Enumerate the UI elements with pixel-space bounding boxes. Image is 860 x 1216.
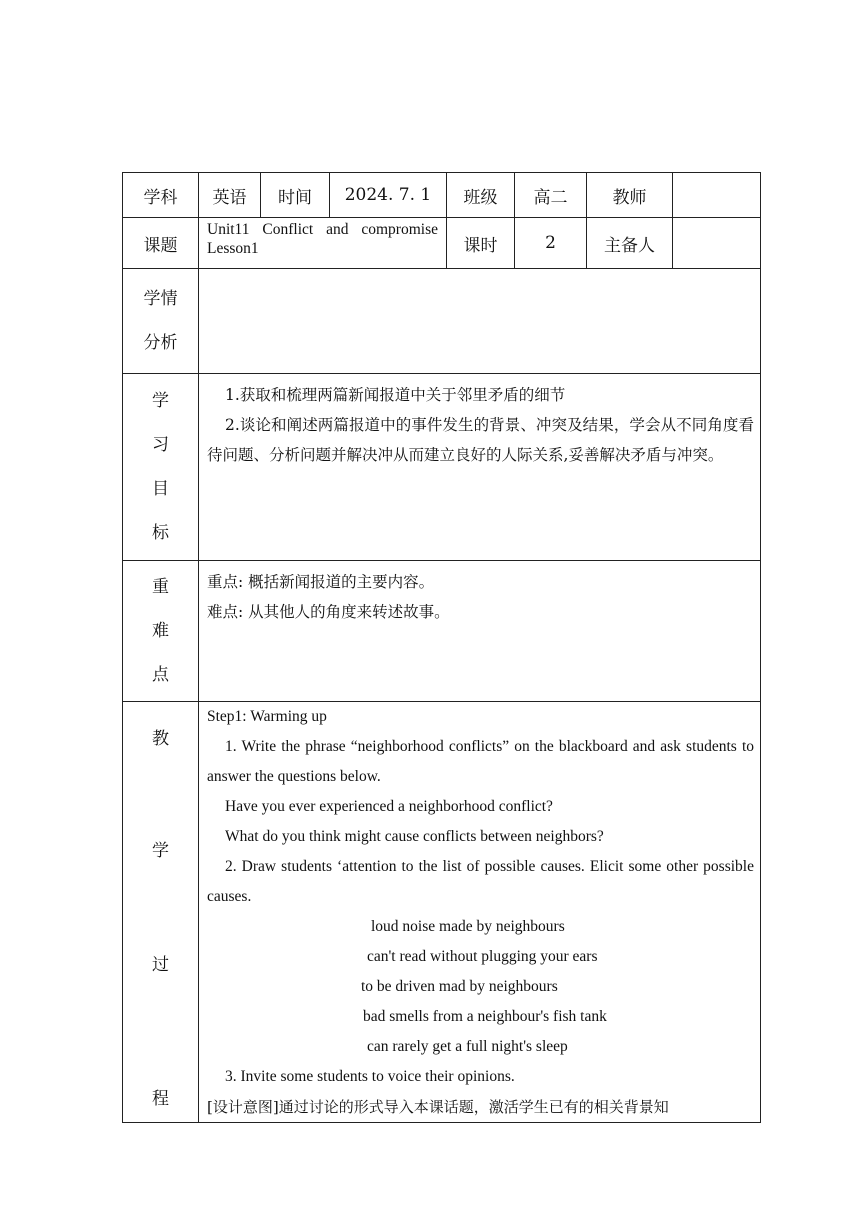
cause-item: bad smells from a neighbour's fish tank [363,1008,607,1025]
design-intent: [设计意图]通过讨论的形式导入本课话题，激活学生已有的相关背景知 [207,1098,669,1116]
question-2: What do you think might cause conflicts between neighbors? [225,828,604,845]
lesson-plan-sheet [122,172,760,1123]
process-row [123,702,761,1123]
goals-label-char: 标 [152,523,169,543]
topic-value [199,218,447,269]
step-title: Step1: Warming up [207,708,327,725]
class-label: 班级 [447,173,515,218]
goals-label-char: 习 [152,435,169,455]
preparer-label: 主备人 [587,218,673,269]
key-points-label-char: 难 [152,621,169,641]
key-points-label-char: 点 [152,665,169,685]
analysis-row [123,269,761,374]
preparer-value [673,218,761,269]
period-value: 2 [515,218,587,269]
process-label-char: 过 [152,955,169,975]
key-points-label-char: 重 [152,577,169,597]
process-label-column [123,702,198,1122]
lesson-plan-table [122,172,761,1123]
goals-label [123,374,199,561]
topic-row [123,218,761,269]
question-1: Have you ever experienced a neighborhood conflict? [225,798,553,815]
topic-label: 课题 [123,218,199,269]
goal-item: 1.获取和梳理两篇新闻报道中关于邻里矛盾的细节 [225,386,566,404]
key-points-content [199,561,761,702]
teacher-value [673,173,761,218]
process-content [199,702,761,1123]
process-label-char: 教 [152,729,169,749]
process-label-char: 学 [152,841,169,861]
goal-item: 2.谈论和阐述两篇报道中的事件发生的背景、冲突及结果，学会从不同角度看待问题、分析问题并解决冲从而建立良好的人际关系,妥善解决矛盾与冲突。 [207,416,754,464]
process-item-3: 3. Invite some students to voice their opinions. [225,1068,515,1085]
cause-item: loud noise made by neighbours [371,918,565,935]
analysis-content [199,269,761,374]
topic-line-2: Lesson1 [207,240,259,257]
class-value: 高二 [515,173,587,218]
process-label-char: 程 [152,1089,169,1109]
key-points-row [123,561,761,702]
goals-label-char: 目 [152,479,169,499]
process-label [123,702,199,1123]
analysis-label-line-2: 分析 [143,333,178,353]
analysis-label [123,269,199,374]
key-point-focus: 重点: 概括新闻报道的主要内容。 [207,573,435,591]
goals-content [199,374,761,561]
goals-row [123,374,761,561]
key-points-label [123,561,199,702]
cause-item: can rarely get a full night's sleep [367,1038,568,1055]
topic-line-1: Unit11 Conflict and compromise [207,221,438,238]
time-label: 时间 [261,173,330,218]
header-row [123,173,761,218]
process-item-1: 1. Write the phrase “neighborhood conflicts” on the blackboard and ask students to answer the questions below. [207,738,754,785]
subject-value: 英语 [199,173,261,218]
period-label: 课时 [447,218,515,269]
cause-item: can't read without plugging your ears [367,948,598,965]
analysis-label-line-1: 学情 [143,289,178,309]
teacher-label: 教师 [587,173,673,218]
cause-item: to be driven mad by neighbours [361,978,558,995]
goals-label-char: 学 [152,391,169,411]
subject-label: 学科 [123,173,199,218]
process-item-2: 2. Draw students ‘attention to the list of possible causes. Elicit some other possible causes. [207,858,754,905]
time-value: 2024. 7. 1 [330,173,447,218]
key-point-difficulty: 难点: 从其他人的角度来转述故事。 [207,603,450,621]
